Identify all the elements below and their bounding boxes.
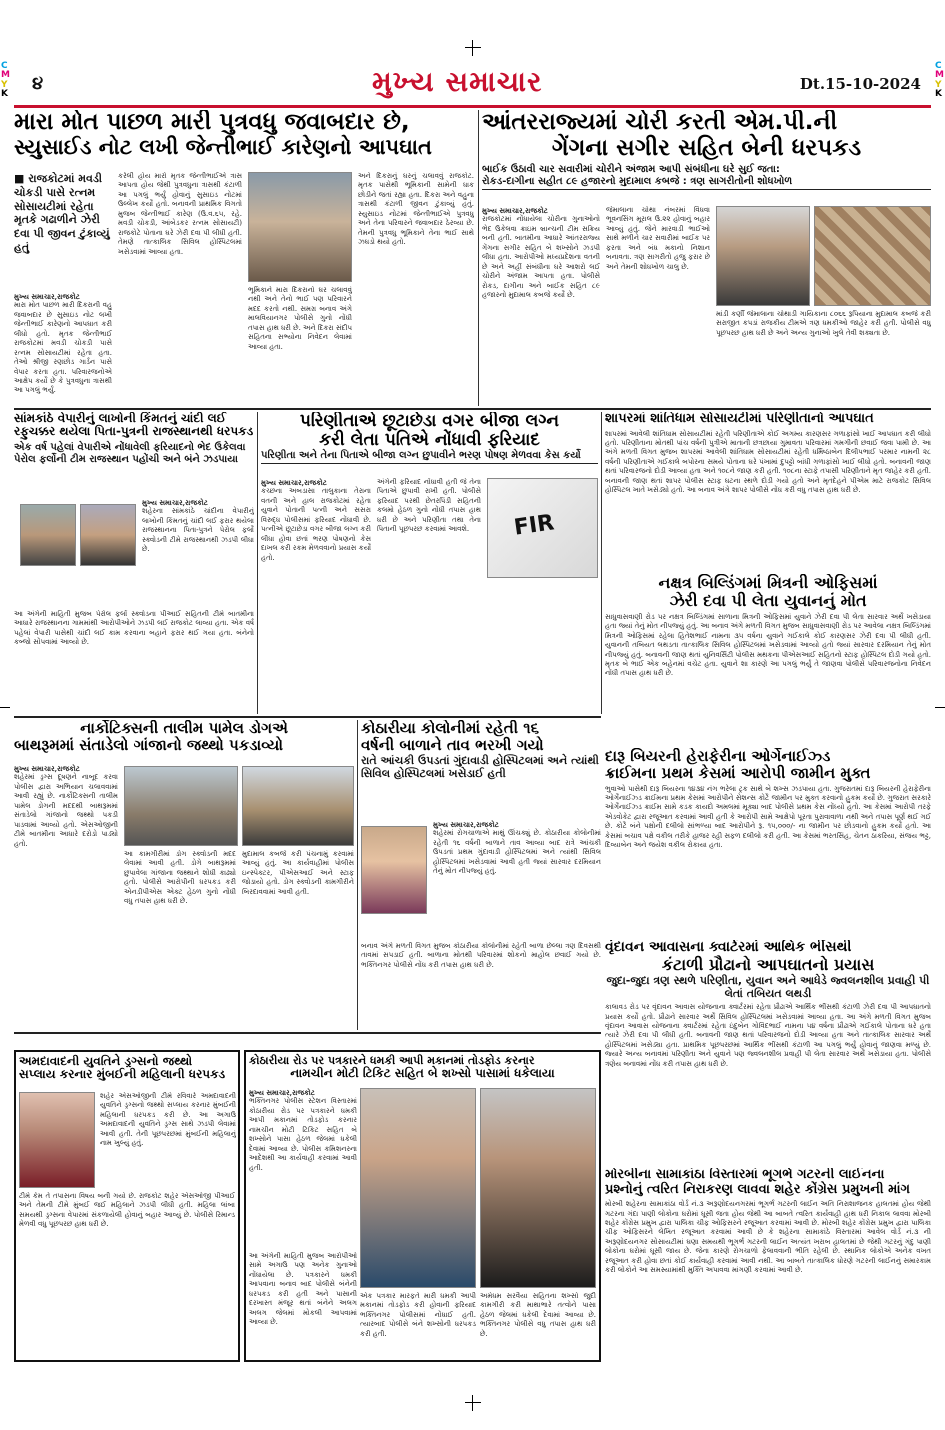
a3-body-1: શહેરના સાંમકાંઠે ચાંદીના વેપારીનું લાખોની કિંમતનું ચાંદી લઈ ફરાર થયેલા રાજસ્થાનના પિતા-પુત્રને પેરોલ ફર્લો સ્ક્વોડની ટીમે રાજસ્થાનથી ઝડપી લીધા છે. — [142, 507, 254, 554]
a9-col-2 — [361, 942, 601, 1030]
reg-y-right: Y — [935, 79, 942, 90]
article-nakshatra — [605, 574, 931, 746]
a9-dateline: મુખ્ય સમાચાર,રાજકોટ — [433, 820, 499, 829]
a8-photo-police-team — [242, 766, 354, 846]
a2-headline-2: ગેંગના સગીર સહિત બેની ધરપકડ — [551, 134, 862, 161]
a12-col-3 — [360, 1292, 476, 1358]
crosshair-bottom — [465, 1395, 481, 1411]
a3-body-2: આ અંગેની માહિતી મુજબ પેરોલ ફર્લો સ્ક્વોડના પીઆઈ સહિતની ટીમે બાતમીના આધારે રાજસ્થાનના ગામમાંથી આરોપીઓને ઝડપી લઈ રાજકોટ લાવ્યા હતા. એક વર્ષ પહેલાં વેપારી પાસેથી ચાંદી લઈ કામ કરવાના બહાને ફરાર થઈ ગયા હતા. બંનેનો કબ્જો સોંપવામાં આવ્યો છે. — [14, 610, 254, 647]
article-morbi-drainage — [605, 1168, 931, 1364]
divider-row-2-a — [257, 412, 258, 714]
a1-deck-text: ■ રાજકોટમાં મવડી ચોકડી પાસે રત્નમ સોસાયટીમાં રહેતા મૃતકે ગઢાળીને ઝેરી દવા પી જીવન ટુંકાવ્યું હતું — [14, 172, 110, 254]
a4-headline-2: કરી લેતા પતિએ નોંધાવી ફરિયાદ — [319, 430, 540, 451]
page-number: ૪ — [32, 73, 44, 94]
a12-headline-1: કોઠારીયા રોડ પર પત્રકારને ધમકી આપી મકાનમાં તોડફોડ કરનાર — [249, 1054, 535, 1067]
article-silver-trader — [14, 412, 254, 714]
a3-dateline: મુખ્ય સમાચાર,રાજકોટ — [142, 498, 208, 507]
a5-body: શાપરમાં આવેલી શાંતિધામ સોસાયટીમાં રહેતી પરિણીતાએ કોઈ અગમ્ય કારણસર ગળાફાંસો ખાઈ આપઘાત કરી લીધો હતો. પરિણીતાના મોતથી પાંચ વર્ષની પુત્રીએ માતાની છત્રછાયા ગુમાવતા પરિવારમાં ગમગીની છવાઈ જવા પામી છે. આ અંગે મળતી વિગત મુજબ શાપરમાં આવેલી શાંતિધામ સોસાયટીમાં રહેતી ધર્મિષ્ઠાબેન દિલીપભાઈ પરમાર નામની ૨૮ વર્ષની પરિણીતાએ ગઈકાલે બપોરના સમયે પોતાના ઘરે પંખામાં દુપટ્ટો બાંધી ગળાફાંસો ખાઈ લીધો હતો. બનાવની જાણ થતાં પરિવારજનો દોડી આવ્યા હતા અને ૧૦૮ને જાણ કરી હતી. ૧૦૮ના સ્ટાફે તપાસી પરિણીતાને મૃત જાહેર કરી હતી. બનાવની જાણ થતાં શાપર પોલીસ સ્ટાફ ઘટના સ્થળે દોડી ગયો હતો અને મૃતદેહને પીએમ માટે રાજકોટ સિવિલ હોસ્પિટલ ખાતે ખસેડ્યો હતો. આ બનાવ અંગે શાપર પોલીસે નોંધ કરી વધુ તપાસ હાથ ધરી છે. — [605, 429, 931, 495]
a12-headline-2: નામચીન મોટી ટિકિટ સહિત બે શખ્સો પાસામાં ધકેલાયા — [290, 1066, 555, 1081]
a9-headline-2: વર્ષની બાળાને તાવ ભરખી ગયો — [361, 735, 544, 754]
a8-dateline: મુખ્ય સમાચાર,રાજકોટ — [14, 764, 80, 773]
a8-photo-dog-squad — [124, 766, 238, 846]
a1-col-3 — [248, 286, 352, 404]
a12-photo-accused-1 — [360, 1088, 476, 1288]
article-shapar — [605, 412, 931, 572]
a3-col-2 — [14, 610, 254, 714]
a2-body-1: રાજકોટમાં નોંધાયેલા ચોરીના ગુનાઓનો ભેદ ઉકેલવા ક્રાઇમ બ્રાન્ચની ટીમ સક્રિય બની હતી. બાતમીના આધારે આંતરરાજ્ય ગેંગના સગીર સહિત બે શખ્સોને ઝડપી લીધા હતા. આરોપીઓ મધ્યપ્રદેશના વતની છે અને અહીં સંબંધીના ઘરે આશરો લઈ ચોરીને અંજામ આપતા હતા. પોલીસે રોકડ, દાગીના અને બાઈક સહિત ૮૯ હજારનો મુદામાલ કબજે કર્યો છે. — [482, 215, 600, 299]
a1-col-4 — [358, 172, 474, 404]
a2-col-1 — [482, 206, 600, 406]
a12-body-2: આ અંગેની માહિતી મુજબ આરોપીઓ સામે અગાઉ પણ અનેક ગુનાઓ નોંધાયેલા છે. પત્રકારને ધમકી આપવાના બનાવ બાદ પોલીસે બંનેની ધરપકડ કરી હતી અને પાસાની દરખાસ્ત મંજૂર થતાં બંનેને અલગ અલગ જેલમાં મોકલી આપવામાં આવ્યા છે. — [249, 1252, 357, 1327]
a4-headline-1: પરિણીતાએ છૂટાછેડા વગર બીજા લગ્ન — [299, 412, 560, 431]
a11-col-2 — [19, 1192, 235, 1358]
reg-k-left: K — [1, 89, 8, 100]
a12-body-3: એક પત્રકાર મારફતે મારી ધમકી આપી મકાનમાં તોડફોડ કરી હોવાની ફરિયાદ ભક્તિનગર પોલીસમાં નોંધાઈ હતી. ત્યારબાદ પોલીસે બંને શખ્સોની ધરપકડ કરી હતી. — [360, 1292, 476, 1338]
a5-headline: શાપરમાં શાંતિધામ સોસાયટીમાં પરિણીતાનો આપઘાત — [605, 412, 874, 426]
a6-body: સાધુવાસવાણી રોડ પર નક્ષત્ર બિલ્ડિંગમાં સાળાના મિત્રની ઓફિસમાં યુવાને ઝેરી દવા પી લેતા સારવાર અર્થે ખસેડાયા હતા જ્યાં તેનું મોત નીપજ્યું હતું. આ બનાવ અંગે મળતી વિગત મુજબ સાધુવાસવાણી રોડ પર આવેલા નક્ષત્ર બિલ્ડિંગમાં મિત્રની ઓફિસમાં રહેલા હિતેશભાઈ નામના ૩૫ વર્ષના યુવાને ગઈકાલે કોઈ કારણસર ઝેરી દવા પી લીધી હતી. યુવાનની તબિયત લથડતા તાત્કાલિક સિવિલ હોસ્પિટલમાં ખસેડવામાં આવ્યો હતો જ્યાં સારવાર દરમિયાન તેનું મોત નીપજ્યું હતું. બનાવની જાણ થતાં યુનિવર્સિટી પોલીસ મથકના પીએસઆઈ સહિતનો સ્ટાફ હોસ્પિટલ દોડી ગયો હતો. મૃતક બે ભાઈ એક બહેનમાં વચેટ હતા. યુવાને શા કારણે આ પગલું ભર્યું તે જાણવા પોલીસે પરિવારજનોના નિવેદન નોંધી તપાસ હાથ ધરી છે. — [605, 612, 931, 678]
a13-body: મોરબી શહેરના સામાકાંઠા વોર્ડ નં.૩ અરૂણોદયનગરમાં ભૂગર્ભ ગટરની લાઈન અતિ નિરાશાજનક હાલતમાં હોય જેથી ગટરના ગંદા પાણી લોકોના ઘરોમાં ઘૂસી જતા હોય જેથી આ બાબતે ત્વરિત કાર્યવાહી હાથ ધરી નિકાલ લાવવા મોરબી શહેર કોંગ્રેસ પ્રમુખ દ્વારા પાલિકા ચીફ ઓફિસરને રજૂઆત કરવામાં આવી છે. મોરબી શહેર કોંગ્રેસ પ્રમુખ દ્વારા પાલિકા ચીફ ઓફિસરને લેખિત રજૂઆત કરવામાં આવી છે કે શહેરના સામાકાંઠે વિસ્તારમાં આવેલ વોર્ડ નં.૩ ની અરૂણોદયનગર સોસાયટીમાં ઘણા સમયથી ભૂગર્ભ ગટરની લાઈન અત્યંત ખરાબ હાલતમાં છે જેથી ગટરનું ગંદુ પાણી લોકોના ઘરોમાં ઘૂસી જાય છે. જેના કારણે રોગચાળો ફેલાવવાની ભીતિ રહેલી છે. સ્થાનિક લોકોએ અનેક વખત રજૂઆત કરી હોવા છતાં કોઈ કાર્યવાહી કરવામાં આવી નથી. આ બાબતે તાત્કાલિક ધોરણે ગટરની લાઈનનું સમારકામ કરી લોકોને આ સમસ્યામાંથી મુક્તિ અપાવવા માંગણી કરવામાં આવી છે. — [605, 1200, 931, 1275]
a7-headline-1: દારૂ બિયરની હેરાફેરીના ઓર્ગેનાઈઝ્ડ — [605, 748, 831, 765]
a4-col-1 — [261, 478, 371, 714]
article-narcotics-dog — [14, 720, 354, 1030]
a11-headline-2: સપ્લાય કરનાર મુંબઈની મહિલાની ધરપકડ — [19, 1067, 226, 1082]
a3-photo-father — [20, 504, 76, 566]
a11-col-1 — [100, 1092, 236, 1188]
a11-photo-woman — [19, 1092, 95, 1188]
a6-headline-2: ઝેરી દવા પી લેતા યુવાનનું મોત — [669, 590, 867, 610]
a9-col-1 — [433, 820, 601, 940]
a2-sub-2: રોકડ-દાગીના સહીત ૮૯ હજારનો મુદામાલ કબજે : ત્રણ સાગરીતોની શોધખોળ — [482, 176, 931, 190]
a8-col-2 — [124, 850, 236, 1030]
crosshair-left — [0, 700, 10, 716]
header-rule — [14, 105, 931, 108]
a9-sub: રાતે આંચકી ઉપડતાં ગુંદાવાડી હોસ્પિટલમાં અને ત્યાંથી સિવિલ હોસ્પિટલમાં ખસેડાઈ હતી — [361, 753, 599, 781]
a2-dateline: મુખ્ય સમાચાર,રાજકોટ — [482, 206, 548, 215]
a7-headline-2: ક્રાઈમના પ્રથમ કેસમાં આરોપી જામીન મુક્ત — [605, 763, 871, 782]
article-drugs-mumbai — [14, 1050, 240, 1362]
reg-m-right: M — [935, 70, 944, 81]
a1-photo-deceased — [248, 172, 352, 282]
a2-photo-seized-items — [814, 206, 931, 306]
a2-body-3: માંડી કર્ણી જેમાલાના ચોથાડી ગાયિકાના ૮૦૬૬ રૂપિયાના મુદામાલ કબજે કરી સરાજીત કપડાં રાજકીય ટીમએ ત્રણ ધમકીઓ જાહેર કરી હતી. પોલીસે વધુ પૂછપરછ હાથ ધરી છે અને અન્ય ગુનાઓ ખુલે તેવી શક્યતા છે. — [716, 310, 931, 337]
article-vrundavan — [605, 940, 931, 1166]
a1-col-2 — [118, 172, 242, 404]
a12-body-4: અમેધમ સરવૈયા સહિતના શખ્સો જુદી કામગીરી કરી માથાભારે તત્વોને પાસા હેઠળ જેલમાં ધકેલી દેવામાં આવ્યા છે. ભક્તિનગર પોલીસે વધુ તપાસ હાથ ધરી છે. — [480, 1292, 596, 1338]
page-header — [14, 63, 931, 105]
article-suicide-note — [14, 110, 474, 406]
reg-y-left: Y — [1, 79, 8, 90]
a12-body-1: ભક્તિનગર પોલીસ સ્ટેશન વિસ્તારમાં કોઠારીયા રોડ પર પત્રકારને ધમકી આપી મકાનમાં તોડફોડ કરનાર નામચીન મોટી ટિકિટ સહિત બે શખ્સોને પાસા હેઠળ જેલમાં ધકેલી દેવામાં આવ્યા છે. પોલીસ કમિશનરના આદેશથી આ કાર્યવાહી કરવામાં આવી હતી. — [249, 1097, 357, 1172]
a2-sub-1: બાઈક ઉઠાવી ચાર સવારીમાં ચોરીને અંજામ આપી સંબંધીના ઘરે સુઈ જતા: — [482, 163, 780, 175]
a13-headline-2: પ્રશ્નોનું ત્વરિત નિરાકરણ લાવવા શહેર કોંગ્રેસ પ્રમુખની માંગ — [605, 1181, 911, 1197]
reg-c-left: C — [1, 61, 8, 71]
a1-headline-1: મારા મોત પાછળ મારી પુત્રવધુ જવાબદાર છે, — [14, 110, 410, 135]
a10-headline-1: વૃંદાવન આવાસના ક્વાર્ટરમાં આર્થિક ભીંસથી — [605, 940, 852, 955]
registration-marks-right — [935, 62, 944, 100]
a9-body-2: બનાવ અંગે મળતી વિગત મુજબ કોઠારીયા કોલોનીમાં રહેતી બાળા છેલ્લા ત્રણ દિવસથી તાવમાં સપડાઈ હતી. બાળાના મોતથી પરિવારમાં શોકનો માહોલ છવાઈ ગયો છે. ભક્તિનગર પોલીસે નોંધ કરી તપાસ હાથ ધરી છે. — [361, 942, 601, 969]
a10-body: કાલાવડ રોડ પર વૃંદાવન આવાસ યોજનાના ક્વાર્ટરમાં રહેતા પ્રૌઢાએ આર્થિક ભીંસથી કંટાળી ઝેરી દવા પી આપઘાતનો પ્રયાસ કર્યો હતો. પ્રૌઢાને સારવાર અર્થે સિવિલ હોસ્પિટલમાં ખસેડવામાં આવ્યા હતા. આ અંગે મળતી વિગત મુજબ વૃંદાવન આવાસ યોજનાના ક્વાર્ટરમાં રહેતા ઇંદુબેન ગોવિંદભાઈ નામના ૫૪ વર્ષના પ્રૌઢાએ ગઈકાલે પોતાના ઘરે હતા ત્યારે ઝેરી દવા પી લીધી હતી. બનાવની જાણ થતાં પરિવારજનો દોડી આવ્યા હતા અને તાત્કાલિક સારવાર અર્થે હોસ્પિટલમાં ખસેડ્યા હતા. પ્રાથમિક પૂછપરછમાં આર્થિક ભીંસથી કંટાળી આ પગલું ભર્યું હોવાનું જાણવા મળ્યું છે. જ્યારે અન્ય બનાવમાં પરિણીતા અને યુવાને પણ જ્વલનશીલ પ્રવાહી પી લેતા સારવાર અર્થે ખસેડાયા હતા. પોલીસે ત્રણેય બનાવમાં નોંધ કરી તપાસ હાથ ધરી છે. — [605, 1003, 931, 1068]
reg-m-left: M — [1, 70, 10, 81]
a12-dateline: મુખ્ય સમાચાર,રાજકોટ — [249, 1088, 315, 1097]
a1-body-1: મારા મોત પાછળ મારી દિકરાની વહુ જવાબદાર છે સુસાઇડ નોટ લખી જેન્તીભાઈ કારેણનો આપઘાત કરી લીધો હતો. મૃતક જેન્તીભાઈ રાજકોટમાં મવડી ચોકડી પાસે રત્નમ સોસાયટીમાં રહેતા હતા. તેઓ શ્રીજી રણછોડ ગાર્ડન પાસે વેપાર કરતા હતા. પરિવારજનોએ આક્ષેપ કર્યો છે કે પુત્રવધુના ત્રાસથી આ પગલું ભર્યું. — [14, 301, 112, 395]
a9-body-1: શહેરમાં રોગચાળાએ માથું ઊંચક્યું છે. કોઠારીયા કોલોનીમાં રહેતી ૧૬ વર્ષની બાળાને તાવ આવ્યા બાદ રાત્રે આંચકી ઉપડતાં પ્રથમ ગુંદાવાડી હોસ્પિટલમાં અને ત્યાંથી સિવિલ હોસ્પિટલમાં ખસેડવામાં આવી હતી જ્યાં સારવાર દરમિયાન તેનું મોત નીપજ્યું હતું. — [433, 829, 601, 876]
divider-row-3-a — [357, 720, 358, 1030]
a4-photo-fir — [487, 478, 598, 578]
a9-headline-1: કોઠારીયા કોલોનીમાં રહેતી ૧૬ — [361, 720, 539, 737]
a4-dateline: મુખ્ય સમાચાર,રાજકોટ — [261, 478, 327, 487]
a10-sub: જુદા-જુદા ત્રણ સ્થળે પરિણીતા, યુવાન અને આધેડે જ્વલનશીલ પ્રવાહી પી લેતાં તબિયત લથડી — [606, 973, 930, 1001]
a3-headline-1: સાંમકાંઠે વેપારીનું લાખોની કિંમતનું ચાંદી લઈ — [14, 412, 227, 425]
a2-col-3 — [716, 310, 931, 406]
a8-body-3: મુદામાલ કબજે કરી પંચનામું કરવામાં આવ્યું હતું. આ કાર્યવાહીમાં પોલીસ ઇન્સ્પેક્ટર, પીએસઆઈ અને સ્ટાફ જોડાયો હતો. ડોગ સ્ક્વોડની કામગીરીને બિરદાવવામાં આવી હતી. — [242, 850, 354, 896]
section-title: મુખ્ય સમાચાર — [372, 65, 543, 98]
a3-sub: એક વર્ષ પહેલાં વેપારીએ નોંધાવેલી ફરિયાદનો ભેદ ઉકેલવા પેરોલ ફર્લોની ટીમ રાજસ્થાન પહોંચી અને બંને ઝડપાયા — [14, 441, 246, 466]
a12-col-4 — [480, 1292, 596, 1358]
a11-headline-1: અમદાવાદની યુવતિને ડ્રગ્સનો જથ્થો — [19, 1054, 193, 1068]
article-mp-gang — [482, 110, 931, 406]
reg-k-right: K — [935, 89, 943, 100]
divider-top-center — [478, 110, 479, 406]
divider-row-2 — [14, 716, 601, 718]
page-date: Dt.15-10-2024 — [799, 75, 921, 93]
a1-body-4: અને દિકરાનું ઘરનું ચલાવવું રાજકોટ. મૃતક પાસેથી ભૂમિકાની સામેની ધાક છોડીને જતાં રહ્યા હતા. દિકરા અને વહુના ત્રાસથી કંટાળી જીવન ટુંકાવ્યું હતું. સ્યુસાઇડ નોટમાં જેન્તીભાઈએ પુત્રવધુ અને તેના પરિવારને જવાબદાર ઠેરવ્યા છે. તેમની પુત્રવધુ ભૂમિકાને તેના ભાઈ સાથે ઝઘડો થયો હતો. — [358, 172, 474, 247]
a10-headline-2: કંટાળી પ્રૌઢાનો આપઘાતનો પ્રયાસ — [661, 954, 875, 974]
article-journalist-threat — [244, 1050, 601, 1362]
a4-fir-label: FIR — [512, 510, 556, 541]
a3-photo-son — [80, 504, 136, 566]
article-second-marriage — [261, 412, 598, 714]
a4-col-2 — [377, 478, 481, 714]
a1-dateline: મુખ્ય સમાચાર,રાજકોટ — [14, 292, 80, 301]
a6-headline-1: નક્ષત્ર બિલ્ડિંગમાં મિત્રની ઓફિસમાં — [658, 574, 878, 592]
a7-body: ભુવાઓ પાસેથી દારૂ બિયરના ૧૪૩૪ નંગ ભરેલા ટ્રક સાથે બે શખ્સ ઝડપાયા હતા. ગુજરાતમાં દારૂ બિયરની હેરાફેરીના ઓર્ગેનાઈઝ્ડ ક્રાઈમના પ્રથમ કેસમાં આરોપીને સેશન્સ કોર્ટે જામીન પર મુક્ત કરવાનો હુકમ કર્યો છે. ગુજરાત સરકારે ઓર્ગેનાઈઝ્ડ ક્રાઈમ સામે કડક કાયદો અમલમાં મૂક્યા બાદ પોલીસે પ્રથમ કેસ નોંધ્યો હતો. આ કેસમાં આરોપી તરફે એડવોકેટ દ્વારા રજૂઆત કરવામાં આવી હતી કે આરોપી સામે આક્ષેપો પૂરતા પુરાવાવાળા નથી અને તપાસ પૂર્ણ થઈ ગઈ છે. કોર્ટે બંને પક્ષોની દલીલો સાંભળ્યા બાદ આરોપીને રૂ. ૧૫,૦૦૦/- ના જામીન પર છોડવાનો હુકમ કર્યો હતો. આ કેસમાં બચાવ પક્ષે વકીલ તરીકે હાજર રહી સફળ દલીલો કરી હતી. આ કેસમાં ભરતસિંહ, ચેતન ઠાકરિયા, સંજય ભટ્ટ, દિવ્યાબેન અને જયેશ વકીલ રોકાયા હતા. — [605, 784, 931, 850]
a3-headline-2: રફુચક્કર થયેલા પિતા-પુત્રની રાજસ્થાનથી ધરપકડ — [14, 424, 254, 439]
a2-body-2: જેમાલાના ચોથા નંબરમાં વિંધવા ભૂવનસિંગ મૂરાલ ઉ.૨૨ હોવાનું બહાર આવ્યું હતું. જેને મારવાડી ભાઈઓ સાથે મળીને ચાર સવારીમાં બાઈક પર ફરતા અને બંધ મકાનો નિશાન બનાવતા. ત્રણ સાગરીતો હજુ ફરાર છે અને તેમની શોધખોળ ચાલુ છે. — [606, 206, 710, 271]
registration-marks-left — [1, 62, 10, 100]
a8-body-1: શહેરમાં ડ્રગ્સ દૂષણને નાબૂદ કરવા પોલીસ દ્વારા અભિયાન ચલાવવામાં આવી રહ્યું છે. નાર્કોટિક્સની તાલીમ પામેલ ડોગની મદદથી બાથરૂમમાં સંતાડેલો ગાંજાનો જથ્થો પકડી પાડવામાં આવ્યો હતો. એસઓજીની ટીમે બાતમીના આધારે દરોડો પાડ્યો હતો. — [14, 773, 118, 848]
a1-body-2: કરેલી હોય મારો મૃતક જેન્તીભાઈએ ત્રાસ આપતા હોય જેથી પુત્રવધુના ત્રાસથી કંટાળી આ પગલું ભર્યું હોવાનું સુસાઇડ નોટમાં ઉલ્લેખ કર્યો હતો. બનાવની પ્રાથમિક વિગતો મુજબ જેન્તીભાઈ કારેણ (ઉ.વ.૬૫, રહે. મવડી ચોકડી, આંબેડકર રત્નમ સોસાયટી) રાજકોટે પોતાના ઘરે ઝેરી દવા પી લીધી હતી. તેમણે તાત્કાલિક સિવિલ હોસ્પિટલમાં ખસેડવામાં આવ્યા હતા. — [118, 172, 242, 256]
a8-body-2: આ કામગીરીમાં ડોગ સ્ક્વોડની મદદ લેવામાં આવી હતી. ડોગે બાથરૂમમાં છુપાવેલા ગાંજાના જથ્થાને શોધી કાઢ્યો હતો. પોલીસે આરોપીની ધરપકડ કરી એનડીપીએસ એક્ટ હેઠળ ગુનો નોંધી વધુ તપાસ હાથ ધરી છે. — [124, 850, 236, 906]
a4-sub: પરિણીતા અને તેના પિતાએ બીજા લગ્ન છુપાવીને ભરણ પોષણ મેળવવા કેસ કર્યો — [261, 450, 598, 464]
a1-col-1 — [14, 292, 112, 404]
a2-col-2 — [606, 206, 710, 406]
a13-headline-1: મોરબીના સામાકાંઠા વિસ્તારમાં ભૂગર્ભ ગટરની લાઈનના — [605, 1168, 885, 1182]
crosshair-top — [465, 40, 481, 56]
a2-photo-accused — [716, 206, 810, 306]
a11-body-2: ટીમે કેમ તે તપાસના વિષય બની ગયો છે. રાજકોટ શહેર એસઓજી પીઆઈ અને તેમની ટીમે મુંબઈ જઈ મહિલાને ઝડપી લીધી હતી. મહિલા લાંબા સમયથી ડ્રગ્સના વેપારમાં સંકળાયેલી હોવાનું બહાર આવ્યું છે. પોલીસે રિમાન્ડ મેળવી વધુ પૂછપરછ હાથ ધરી છે. — [19, 1192, 235, 1229]
a8-col-3 — [242, 850, 354, 1030]
reg-c-right: C — [935, 61, 942, 71]
a1-body-3: ભૂમિકાને મારા દિકરાનો ઘર ચલાવવું નથી અને તેનો ભાઈ પણ પરિવારને મદદ કરતો નથી. સમગ્ર બનાવ અંગે માલવિયાનગર પોલીસે ગુનો નોંધી તપાસ હાથ ધરી છે. અને દિકરા સંદીપ સહિતના સભ્યોના નિવેદન લેવામાં આવ્યા હતા. — [248, 286, 352, 351]
a8-col-1 — [14, 764, 118, 1030]
a12-col-2 — [249, 1252, 357, 1358]
a1-deck — [14, 172, 112, 288]
a4-body-1: કચ્છના અબડાસા તાલુકાના તેરાના વતની અને હાલ રાજકોટમાં રહેતા યુવાને પોતાની પત્ની અને સસરા વિરુદ્ધ પોલીસમાં ફરિયાદ નોંધાવી છે. પત્નીએ છૂટાછેડા વગર બીજા લગ્ન કરી લીધા હોવા છતાં ભરણ પોષણનો કેસ દાખલ કરી રકમ મેળવવાનો પ્રયાસ કર્યો હતો. — [261, 487, 371, 562]
a4-body-2: અંગેની ફરિયાદ નોંધાવી હતી જે તેના પિતાએ છુપાવી રાખી હતી. પોલીસે ફરિયાદ પરથી છેતરપિંડી સહિતની કલમો હેઠળ ગુનો નોંધી તપાસ હાથ ધરી છે અને પરિણીતા તથા તેના પિતાની પૂછપરછ કરવામાં આવશે. — [377, 478, 481, 534]
divider-row-2-b — [601, 412, 602, 714]
a9-photo-girl — [361, 826, 427, 914]
divider-row-1 — [14, 408, 931, 410]
a8-headline-2: બાથરૂમમાં સંતાડેલો ગાંજાનો જથ્થો પકડાવ્યો — [14, 735, 283, 754]
a12-photo-accused-2 — [480, 1088, 596, 1288]
article-fever-death — [361, 720, 601, 1030]
a2-headline-1: આંતરરાજ્યમાં ચોરી કરતી એમ.પી.ની — [482, 110, 838, 135]
a3-col-1 — [142, 498, 254, 608]
a8-headline-1: નાર્કોટિક્સની તાલીમ પામેલ ડોગએ — [80, 720, 288, 737]
a1-headline-2: સ્યુસાઈડ નોટ લખી જેન્તીભાઈ કારેણનો આપઘાત — [14, 134, 432, 159]
divider-row-3 — [14, 1032, 601, 1034]
crosshair-right — [935, 700, 945, 716]
a11-body-1: શહેર એસઓજીની ટીમે રવિવારે અમદાવાદની યુવતિને ડ્રગ્સનો જથ્થો સપ્લાય કરનાર મુંબઈની મહિલાની ધરપકડ કરી છે. આ અગાઉ અમદાવાદની યુવતિને ડ્રગ્સ સાથે ઝડપી લેવામાં આવી હતી. તેની પૂછપરછમાં મુંબઈની મહિલાનું નામ ખુલ્યું હતું. — [100, 1092, 236, 1148]
article-liquor-crime — [605, 748, 931, 938]
